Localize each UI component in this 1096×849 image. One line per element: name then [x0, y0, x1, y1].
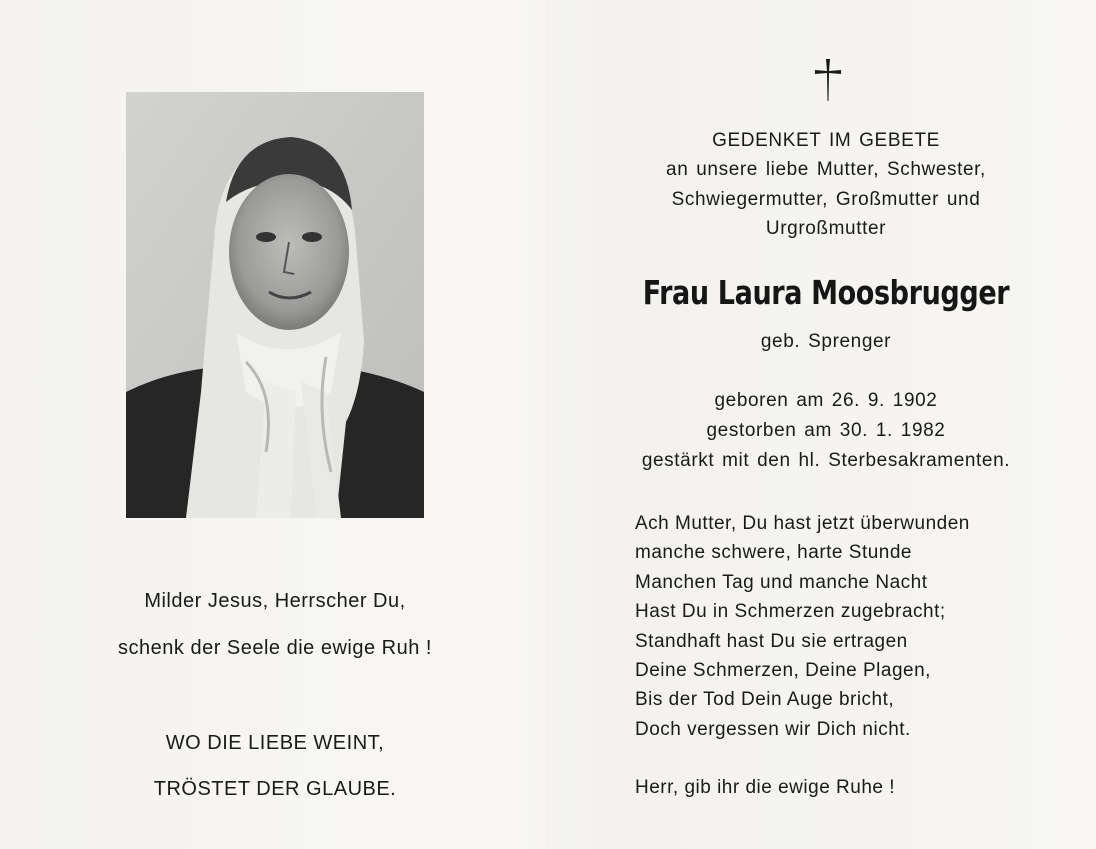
poem-line: Deine Schmerzen, Deine Plagen, — [635, 659, 931, 681]
sacraments-line: gestärkt mit den hl. Sterbesakramenten. — [641, 450, 1011, 471]
deceased-name: Frau Laura Moosbrugger — [642, 273, 1010, 312]
intro-line-4: Urgroßmutter — [765, 218, 887, 239]
latin-cross-icon — [808, 57, 848, 103]
prayer-line-1: Milder Jesus, Herrscher Du, — [144, 590, 406, 612]
intro-line-2: an unsere liebe Mutter, Schwester, — [666, 159, 986, 180]
intro-line-3: Schwiegermutter, Großmutter und — [671, 189, 981, 210]
poem-line: Standhaft hast Du sie ertragen — [635, 630, 908, 652]
maiden-name: geb. Sprenger — [760, 331, 892, 352]
birth-date: geboren am 26. 9. 1902 — [714, 390, 938, 411]
portrait-photo — [126, 92, 424, 518]
poem-line: manche schwere, harte Stunde — [635, 542, 912, 564]
poem-line: Hast Du in Schmerzen zugebracht; — [635, 601, 946, 623]
poem-line: Ach Mutter, Du hast jetzt überwunden — [635, 513, 970, 534]
intro-line-1: GEDENKET IM GEBETE — [712, 130, 940, 151]
death-date: gestorben am 30. 1. 1982 — [706, 420, 946, 441]
poem-line: Doch vergessen wir Dich nicht. — [635, 718, 911, 740]
poem-line: Manchen Tag und manche Nacht — [635, 571, 928, 593]
closing-prayer: Herr, gib ihr die ewige Ruhe ! — [635, 777, 896, 798]
poem — [635, 514, 1055, 749]
poem-line: Bis der Tod Dein Auge bricht, — [635, 689, 895, 711]
card-fold — [548, 0, 549, 849]
motto-line-1: WO DIE LIEBE WEINT, — [165, 732, 385, 754]
motto-line-2: TRÖSTET DER GLAUBE. — [153, 778, 397, 800]
prayer-line-2: schenk der Seele die ewige Ruh ! — [118, 637, 432, 659]
